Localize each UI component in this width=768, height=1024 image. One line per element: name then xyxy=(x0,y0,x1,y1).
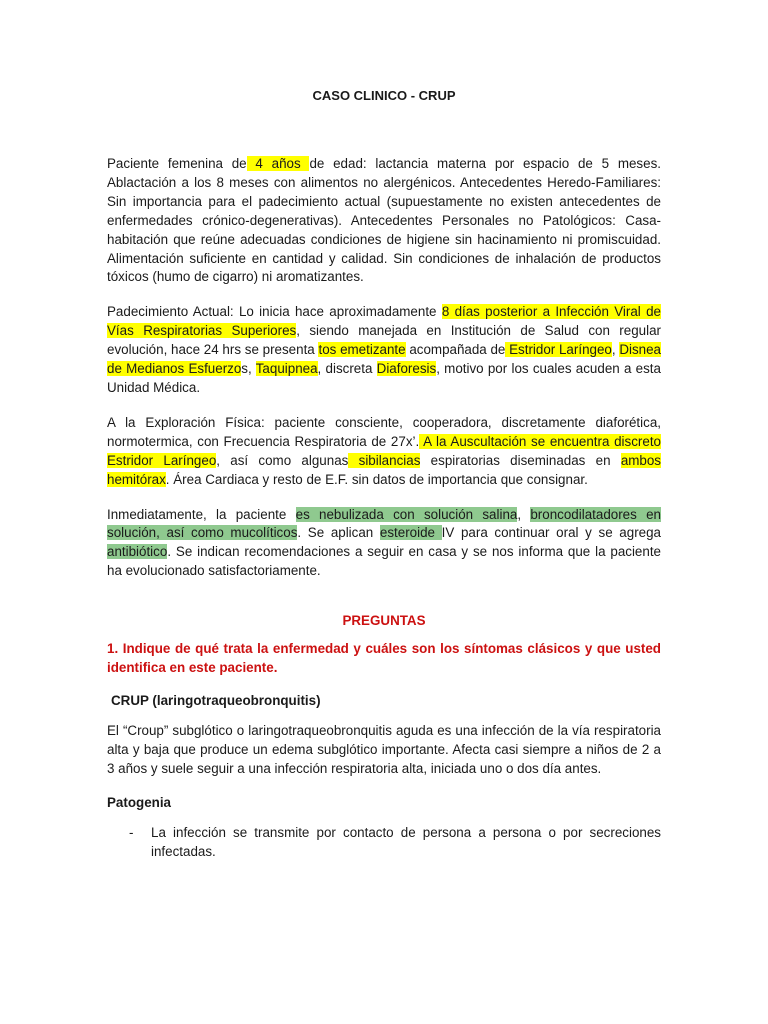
text-run: . Área Cardiaca y resto de E.F. sin datos de importancia que consignar. xyxy=(165,471,588,487)
list-item xyxy=(107,824,661,862)
highlight-green: antibiótico xyxy=(107,544,168,560)
highlight-yellow: Taquipnea xyxy=(255,361,318,377)
document-title: CASO CLINICO - CRUP xyxy=(312,88,456,103)
highlight-yellow: sibilancias xyxy=(348,452,421,468)
text-run: , discreta xyxy=(317,361,377,377)
highlight-green: esteroide xyxy=(379,525,442,541)
paragraph-padecimiento-actual xyxy=(107,303,661,398)
text-run: , siendo manejada en Institución de Salud con regular evolución, hace 24 hrs se presenta xyxy=(107,323,661,358)
text-run: de edad: lactancia materna por espacio de 5 meses. Ablactación a los 8 meses con alimentos no alergénicos. Antecedentes Heredo-Familiares: Sin importancia para el padecimiento actual (supuestamente no existen antecedentes de enfermedades crónico-degenerativas). Antecedentes Personales no Patológicos: Casa-habitación que reúne adecuadas condiciones de higiene sin hacinamiento ni promiscuidad. Alimentación suficiente en cantidad y calidad. Sin condiciones de inhalación de productos tóxicos (humo de cigarro) ni aromatizantes. xyxy=(107,156,661,285)
paragraph-antecedentes xyxy=(107,155,661,287)
text-run: , xyxy=(517,506,531,522)
highlight-yellow: Diaforesis xyxy=(376,361,437,377)
paragraph-exploracion-fisica xyxy=(107,414,661,490)
highlight-yellow: Disnea de Medianos Esfuerzo xyxy=(107,342,661,377)
highlight-yellow: Estridor Laríngeo xyxy=(505,342,612,358)
highlight-green: es nebulizada con solución salina xyxy=(295,506,518,522)
highlight-yellow: A la Auscultación se encuentra discreto Estridor Laríngeo xyxy=(107,433,661,468)
text-run: IV para continuar oral y se agrega xyxy=(441,525,661,541)
text-run: acompañada de xyxy=(405,342,506,358)
text-run: Inmediatamente, la paciente xyxy=(107,506,296,522)
text-run: . Se aplican xyxy=(297,525,380,541)
text-run: . Se indican recomendaciones a seguir en casa y se nos informa que la paciente ha evolucionado satisfactoriamente. xyxy=(107,544,661,579)
highlight-yellow: tos emetizante xyxy=(318,342,406,358)
paragraph-tratamiento xyxy=(107,506,661,582)
text-run: s, xyxy=(241,361,256,377)
text-run: A la Exploración Física: paciente consciente, cooperadora, discretamente diaforética, normotermica, con Frecuencia Respiratoria de 27x’. xyxy=(107,414,661,449)
text-run: , motivo por los cuales acuden a esta Unidad Médica. xyxy=(107,361,661,395)
text-run: espiratorias diseminadas en xyxy=(420,452,621,468)
bullet-dash: - xyxy=(129,824,134,840)
document-content xyxy=(107,88,661,861)
highlight-green: broncodilatadores en solución, así como mucolíticos xyxy=(107,506,661,541)
text-run: Padecimiento Actual: Lo inicia hace aproximadamente xyxy=(107,304,442,320)
list-item-text: La infección se transmite por contacto de persona a persona o por secreciones infectadas. xyxy=(151,824,661,859)
crup-heading: CRUP (laringotraqueobronquitis) xyxy=(111,692,321,708)
highlight-yellow: 4 años xyxy=(246,156,310,171)
paragraph-crup-definition: El “Croup” subglótico o laringotraqueobronquitis aguda es una infección de la vía respiratoria alta y baja que produce un edema subglótico importante. Afecta casi siempre a niños de 2 a 3 años y suele seguir a una infección respiratoria alta, iniciada uno o dos día antes. xyxy=(107,722,661,776)
section-title-preguntas: PREGUNTAS xyxy=(342,613,426,629)
text-run: Paciente femenina de xyxy=(107,156,247,171)
highlight-yellow: ambos hemitórax xyxy=(107,452,662,487)
question-1: 1. Indique de qué trata la enfermedad y cuáles son los síntomas clásicos y que usted identifica en este paciente. xyxy=(107,641,661,676)
highlight-yellow: 8 días posterior a Infección Viral de Vías Respiratorias Superiores xyxy=(107,304,661,339)
text-run: , así como algunas xyxy=(216,452,349,468)
patogenia-list xyxy=(107,824,661,862)
patogenia-heading: Patogenia xyxy=(107,794,171,810)
text-run: , xyxy=(611,342,620,358)
